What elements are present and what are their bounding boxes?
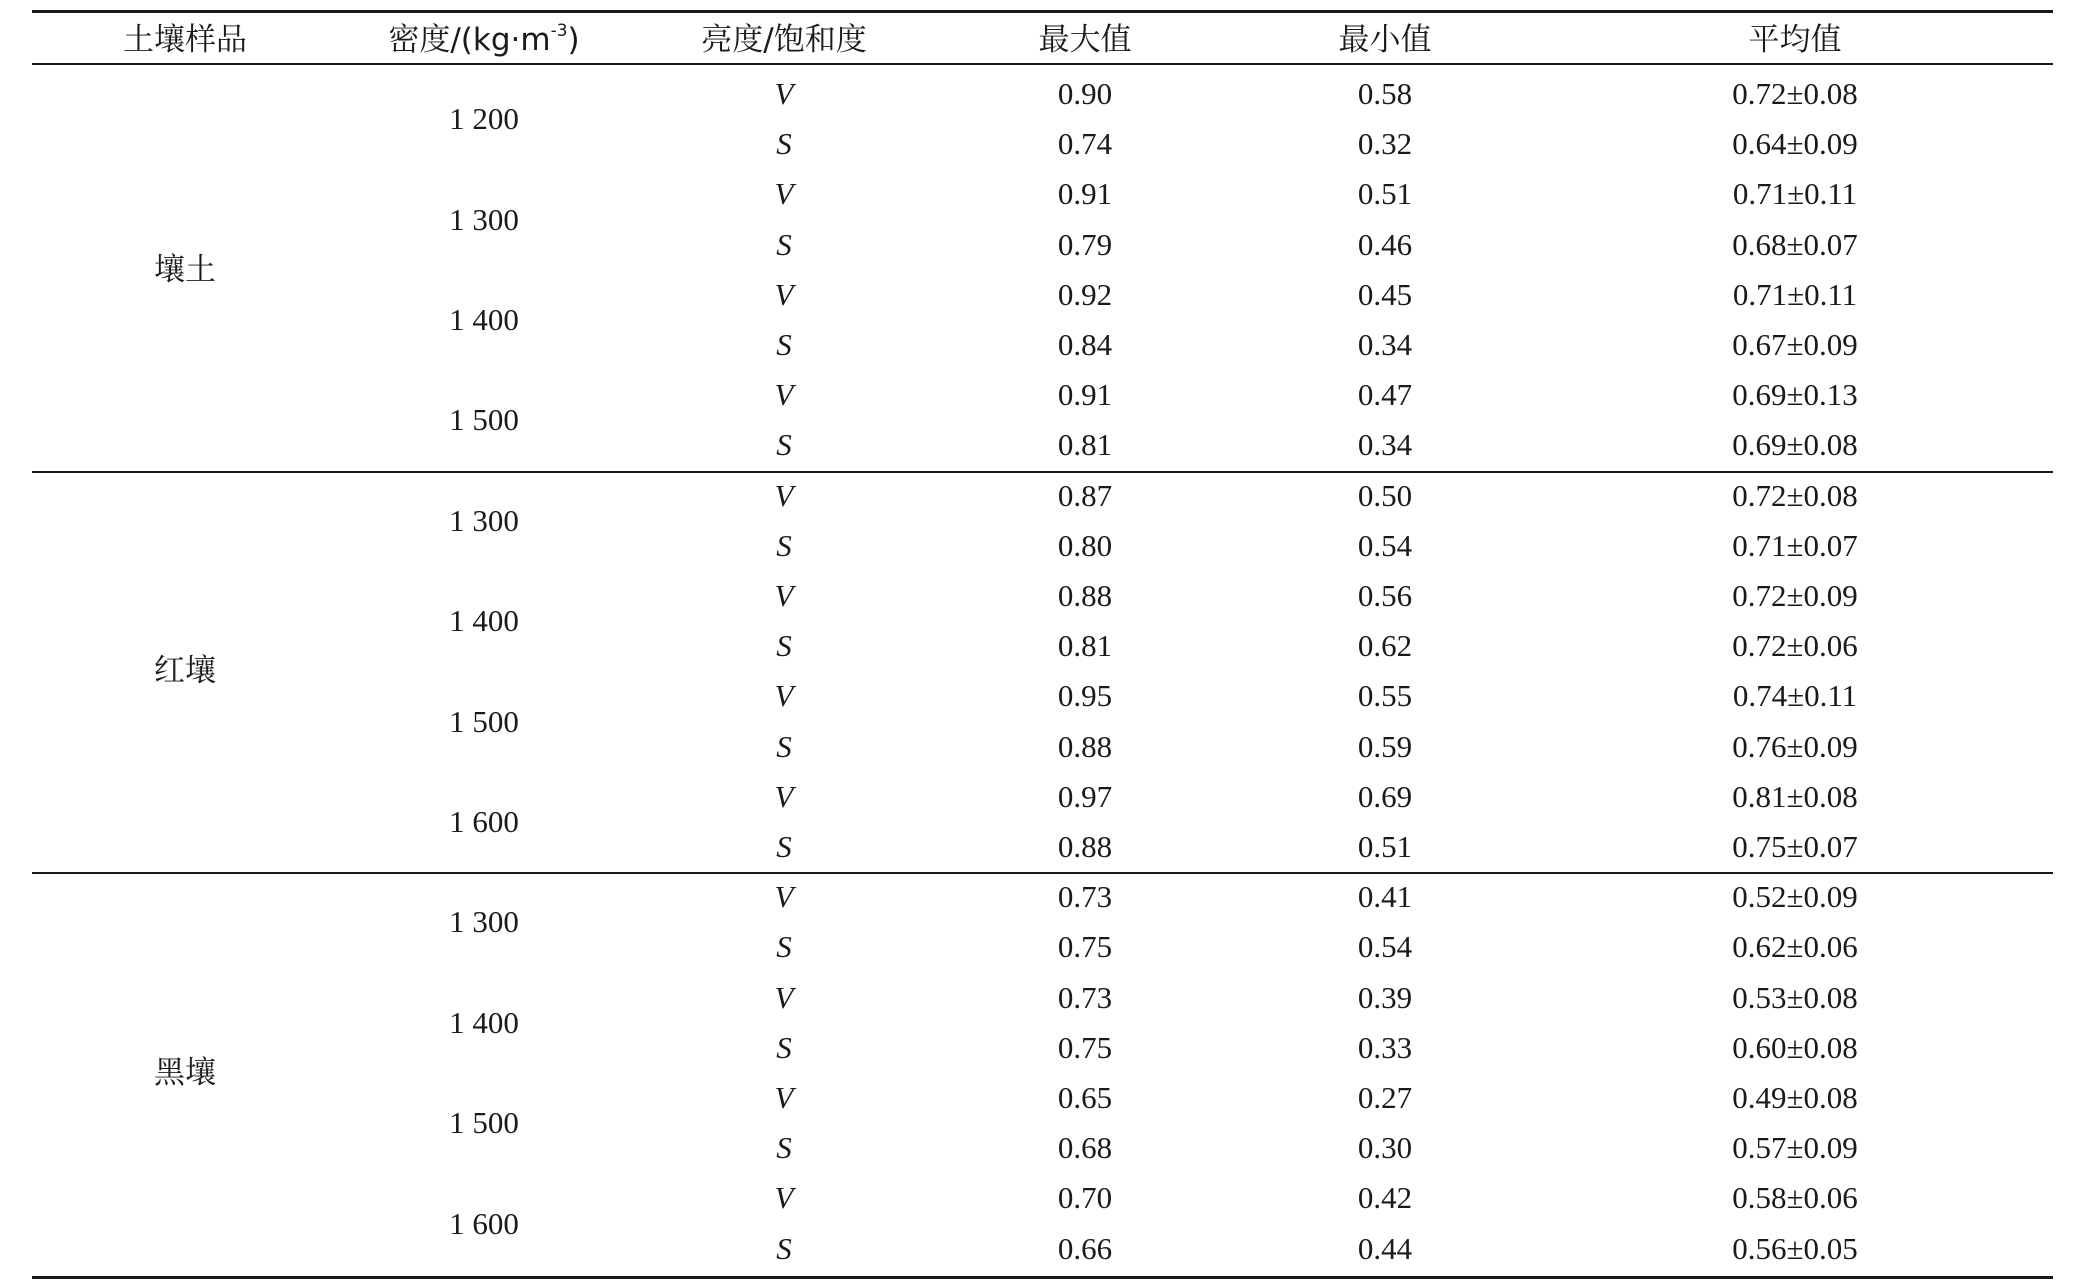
mean-cell: 0.57±0.09: [1732, 1130, 1858, 1166]
density-cell: 1 400: [449, 1004, 519, 1040]
max-cell: 0.75: [1057, 929, 1113, 965]
min-cell: 0.59: [1357, 728, 1413, 764]
soil-cell: 壤土: [154, 251, 216, 288]
min-cell: 0.27: [1357, 1080, 1413, 1115]
param-cell: V: [774, 176, 794, 212]
mean-cell: 0.72±0.09: [1732, 578, 1858, 613]
max-cell: 0.80: [1057, 527, 1113, 563]
soil-cell: 黑壤: [154, 1054, 216, 1091]
max-cell: 0.66: [1057, 1230, 1113, 1266]
min-cell: 0.33: [1357, 1029, 1413, 1065]
param-cell: V: [774, 778, 794, 814]
mean-cell: 0.49±0.08: [1732, 1080, 1858, 1115]
param-cell: S: [776, 427, 792, 463]
param-cell: V: [774, 1080, 794, 1115]
max-cell: 0.73: [1057, 879, 1113, 915]
min-cell: 0.46: [1357, 226, 1413, 262]
max-cell: 0.91: [1057, 377, 1113, 413]
header-mean: 平均值: [1748, 22, 1842, 58]
param-cell: V: [774, 1180, 794, 1216]
min-cell: 0.62: [1357, 628, 1413, 664]
param-cell: S: [776, 1029, 792, 1065]
density-cell: 1 400: [449, 301, 519, 337]
min-cell: 0.42: [1357, 1180, 1413, 1216]
min-cell: 0.34: [1357, 327, 1413, 362]
header-density: [388, 15, 579, 65]
mean-cell: 0.69±0.08: [1732, 427, 1858, 463]
mean-cell: 0.67±0.09: [1732, 327, 1858, 362]
param-cell: S: [776, 1130, 792, 1166]
mean-cell: 0.52±0.09: [1732, 879, 1858, 915]
min-cell: 0.51: [1357, 176, 1413, 212]
mean-cell: 0.64±0.09: [1732, 126, 1858, 162]
max-cell: 0.81: [1057, 628, 1113, 664]
param-cell: V: [774, 377, 794, 413]
mean-cell: 0.71±0.07: [1732, 527, 1858, 563]
density-cell: 1 600: [449, 803, 519, 839]
min-cell: 0.39: [1357, 979, 1413, 1015]
param-cell: S: [776, 126, 792, 162]
max-cell: 0.95: [1057, 678, 1113, 714]
mean-cell: 0.62±0.06: [1732, 929, 1858, 965]
param-cell: S: [776, 527, 792, 563]
mean-cell: 0.75±0.07: [1732, 829, 1858, 864]
max-cell: 0.88: [1057, 829, 1113, 864]
max-cell: 0.74: [1057, 126, 1113, 162]
header-min: 最小值: [1338, 22, 1432, 58]
max-cell: 0.87: [1057, 477, 1113, 513]
min-cell: 0.34: [1357, 427, 1413, 463]
max-cell: 0.92: [1057, 276, 1113, 312]
mean-cell: 0.72±0.08: [1732, 477, 1858, 513]
mean-cell: 0.76±0.09: [1732, 728, 1858, 764]
bottom-rule: [32, 1276, 2053, 1279]
mean-cell: 0.56±0.05: [1732, 1230, 1858, 1266]
density-cell: 1 500: [449, 703, 519, 739]
min-cell: 0.56: [1357, 578, 1413, 613]
mean-cell: 0.58±0.06: [1732, 1180, 1858, 1216]
max-cell: 0.73: [1057, 979, 1113, 1015]
max-cell: 0.91: [1057, 176, 1113, 212]
min-cell: 0.47: [1357, 377, 1413, 413]
max-cell: 0.68: [1057, 1130, 1113, 1166]
param-cell: S: [776, 829, 792, 864]
soil-cell: 红壤: [154, 653, 216, 690]
min-cell: 0.69: [1357, 778, 1413, 814]
param-cell: V: [774, 879, 794, 915]
param-cell: V: [774, 276, 794, 312]
param-cell: S: [776, 226, 792, 262]
density-cell: 1 400: [449, 603, 519, 639]
max-cell: 0.81: [1057, 427, 1113, 463]
max-cell: 0.65: [1057, 1080, 1113, 1115]
density-cell: 1 600: [449, 1205, 519, 1241]
header-density-sup: -3: [550, 21, 568, 41]
param-cell: V: [774, 578, 794, 613]
header-max: 最大值: [1038, 22, 1132, 58]
max-cell: 0.88: [1057, 578, 1113, 613]
param-cell: V: [774, 678, 794, 714]
param-cell: V: [774, 979, 794, 1015]
density-cell: 1 200: [449, 101, 519, 137]
mean-cell: 0.69±0.13: [1732, 377, 1858, 413]
max-cell: 0.97: [1057, 778, 1113, 814]
param-cell: S: [776, 1230, 792, 1266]
min-cell: 0.45: [1357, 276, 1413, 312]
header-rule: [32, 63, 2053, 65]
max-cell: 0.79: [1057, 226, 1113, 262]
min-cell: 0.50: [1357, 477, 1413, 513]
mean-cell: 0.72±0.08: [1732, 76, 1858, 111]
max-cell: 0.90: [1057, 76, 1113, 111]
header-density-suffix: ): [567, 22, 580, 58]
param-cell: S: [776, 327, 792, 362]
max-cell: 0.88: [1057, 728, 1113, 764]
density-cell: 1 300: [449, 502, 519, 538]
density-cell: 1 300: [449, 201, 519, 237]
mean-cell: 0.72±0.06: [1732, 628, 1858, 664]
mean-cell: 0.74±0.11: [1732, 678, 1858, 714]
min-cell: 0.41: [1357, 879, 1413, 915]
top-rule: [32, 10, 2053, 13]
max-cell: 0.70: [1057, 1180, 1113, 1216]
min-cell: 0.58: [1357, 76, 1413, 111]
max-cell: 0.75: [1057, 1029, 1113, 1065]
min-cell: 0.30: [1357, 1130, 1413, 1166]
density-cell: 1 500: [449, 402, 519, 438]
header-soil: 土壤样品: [123, 22, 247, 58]
mean-cell: 0.68±0.07: [1732, 226, 1858, 262]
min-cell: 0.32: [1357, 126, 1413, 162]
header-param: 亮度/饱和度: [701, 22, 867, 58]
min-cell: 0.51: [1357, 829, 1413, 864]
mean-cell: 0.71±0.11: [1732, 276, 1858, 312]
param-cell: V: [774, 477, 794, 513]
min-cell: 0.44: [1357, 1230, 1413, 1266]
header-density-prefix: 密度/(kg·m: [388, 22, 551, 58]
param-cell: S: [776, 728, 792, 764]
max-cell: 0.84: [1057, 327, 1113, 362]
param-cell: S: [776, 929, 792, 965]
density-cell: 1 300: [449, 904, 519, 940]
mean-cell: 0.60±0.08: [1732, 1029, 1858, 1065]
min-cell: 0.54: [1357, 527, 1413, 563]
min-cell: 0.54: [1357, 929, 1413, 965]
mean-cell: 0.81±0.08: [1732, 778, 1858, 814]
param-cell: V: [774, 76, 794, 111]
min-cell: 0.55: [1357, 678, 1413, 714]
param-cell: S: [776, 628, 792, 664]
mean-cell: 0.71±0.11: [1732, 176, 1858, 212]
density-cell: 1 500: [449, 1105, 519, 1141]
mean-cell: 0.53±0.08: [1732, 979, 1858, 1015]
